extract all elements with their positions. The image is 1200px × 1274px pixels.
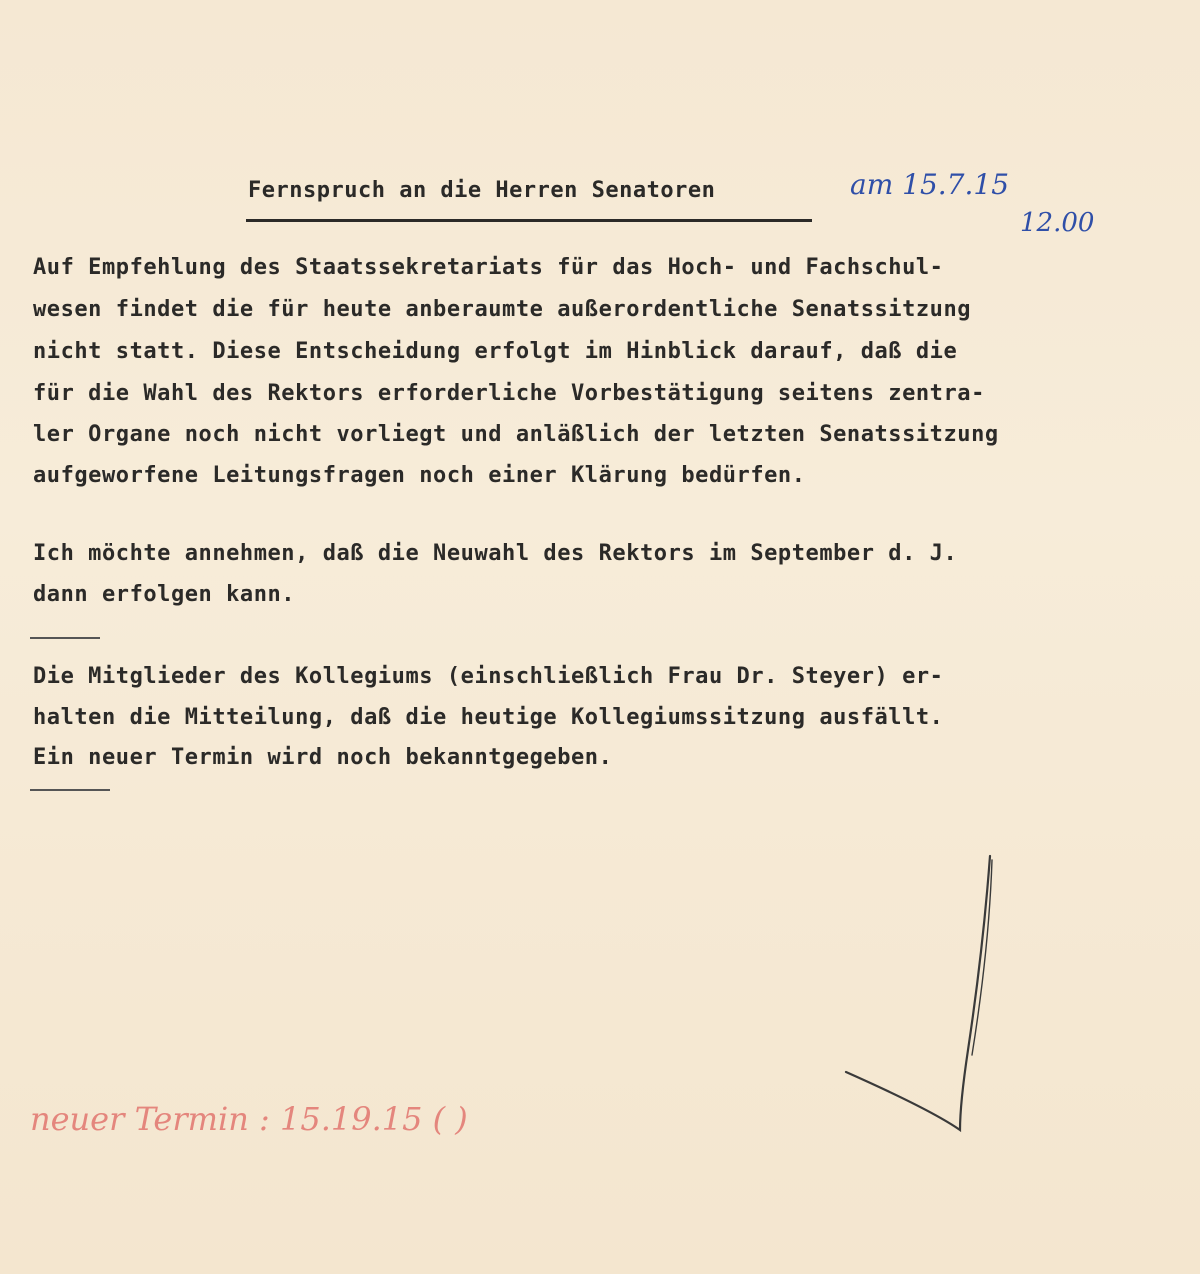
body-line: wesen findet die für heute anberaumte außerordentliche Senatssitzung bbox=[33, 297, 972, 322]
handwritten-new-date-note: neuer Termin : 15.19.15 ( ) bbox=[30, 1100, 468, 1138]
body-line: Ein neuer Termin wird noch bekanntgegeben. bbox=[33, 745, 613, 770]
section-separator bbox=[30, 637, 100, 639]
body-line: Ich möchte annehmen, daß die Neuwahl des Rektors im September d. J. bbox=[33, 541, 958, 566]
section-separator bbox=[30, 789, 110, 791]
body-line: halten die Mitteilung, daß die heutige Kollegiumssitzung ausfällt. bbox=[33, 705, 944, 730]
handwritten-time-annotation: 12.00 bbox=[1020, 208, 1095, 238]
handwritten-date-annotation: am 15.7.15 bbox=[850, 168, 1010, 201]
body-line: Auf Empfehlung des Staatssekretariats für das Hoch- und Fachschul- bbox=[33, 255, 944, 280]
body-line: dann erfolgen kann. bbox=[33, 582, 296, 607]
title-underline bbox=[246, 219, 812, 222]
body-line: nicht statt. Diese Entscheidung erfolgt im Hinblick darauf, daß die bbox=[33, 339, 958, 364]
body-line: aufgeworfene Leitungsfragen noch einer Klärung bedürfen. bbox=[33, 463, 806, 488]
signature-mark bbox=[840, 850, 1010, 1150]
document-title: Fernspruch an die Herren Senatoren bbox=[248, 178, 716, 203]
body-line: für die Wahl des Rektors erforderliche Vorbestätigung seitens zentra- bbox=[33, 381, 985, 406]
body-line: Die Mitglieder des Kollegiums (einschließlich Frau Dr. Steyer) er- bbox=[33, 664, 944, 689]
body-line: ler Organe noch nicht vorliegt und anläßlich der letzten Senatssitzung bbox=[33, 422, 999, 447]
